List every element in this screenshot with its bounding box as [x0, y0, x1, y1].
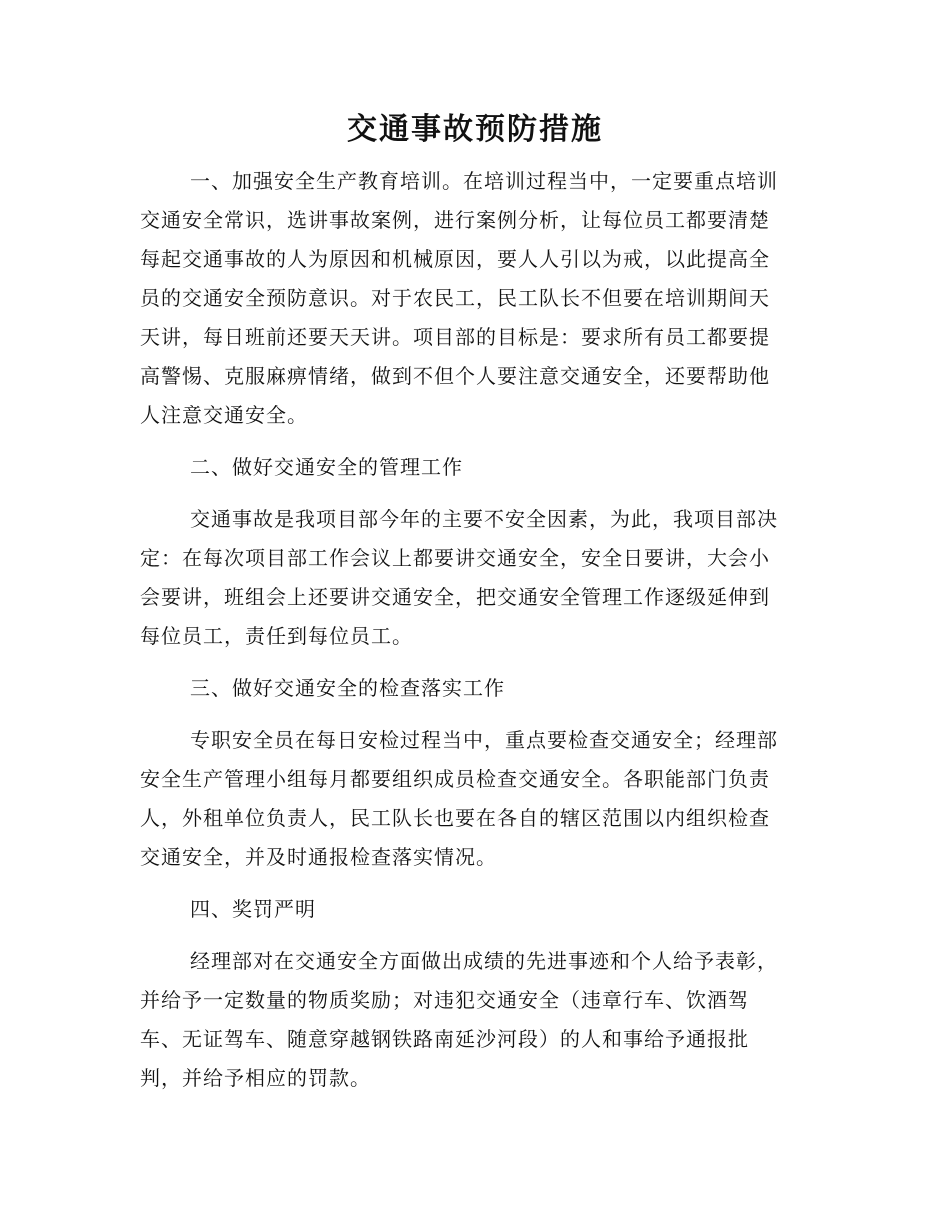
paragraph-line: 专职安全员在每日安检过程当中，重点要检查交通安全；经理部: [190, 728, 778, 752]
paragraph-line: 交通安全常识，选讲事故案例，进行案例分析，让每位员工都要清楚: [140, 208, 770, 232]
section-heading: 四、奖罚严明: [190, 897, 316, 921]
paragraph-line: 判，并给予相应的罚款。: [140, 1066, 371, 1090]
document-title: 交通事故预防措施: [347, 112, 603, 147]
section-heading: 三、做好交通安全的检查落实工作: [190, 676, 505, 700]
section-heading: 二、做好交通安全的管理工作: [190, 455, 463, 479]
paragraph-line: 定：在每次项目部工作会议上都要讲交通安全，安全日要讲，大会小: [140, 546, 770, 570]
paragraph-line: 交通安全，并及时通报检查落实情况。: [140, 845, 497, 869]
paragraph-line: 并给予一定数量的物质奖励；对违犯交通安全（违章行车、饮酒驾: [140, 988, 749, 1012]
paragraph-line: 人，外租单位负责人，民工队长也要在各自的辖区范围以内组织检查: [140, 806, 770, 830]
paragraph-line: 安全生产管理小组每月都要组织成员检查交通安全。各职能部门负责: [140, 767, 770, 791]
paragraph-line: 一、加强安全生产教育培训。在培训过程当中，一定要重点培训: [190, 169, 778, 193]
paragraph-line: 高警惕、克服麻痹情绪，做到不但个人要注意交通安全，还要帮助他: [140, 364, 770, 388]
paragraph-line: 每位员工，责任到每位员工。: [140, 624, 413, 648]
paragraph-line: 每起交通事故的人为原因和机械原因，要人人引以为戒，以此提高全: [140, 247, 770, 271]
paragraph-line: 员的交通安全预防意识。对于农民工，民工队长不但要在培训期间天: [140, 286, 770, 310]
paragraph-line: 车、无证驾车、随意穿越钢铁路南延沙河段）的人和事给予通报批: [140, 1027, 749, 1051]
paragraph-line: 人注意交通安全。: [140, 403, 308, 427]
paragraph-line: 会要讲，班组会上还要讲交通安全，把交通安全管理工作逐级延伸到: [140, 585, 770, 609]
paragraph-line: 交通事故是我项目部今年的主要不安全因素，为此，我项目部决: [190, 507, 778, 531]
paragraph-line: 天讲，每日班前还要天天讲。项目部的目标是：要求所有员工都要提: [140, 325, 770, 349]
paragraph-line: 经理部对在交通安全方面做出成绩的先进事迹和个人给予表彰，: [190, 949, 778, 973]
